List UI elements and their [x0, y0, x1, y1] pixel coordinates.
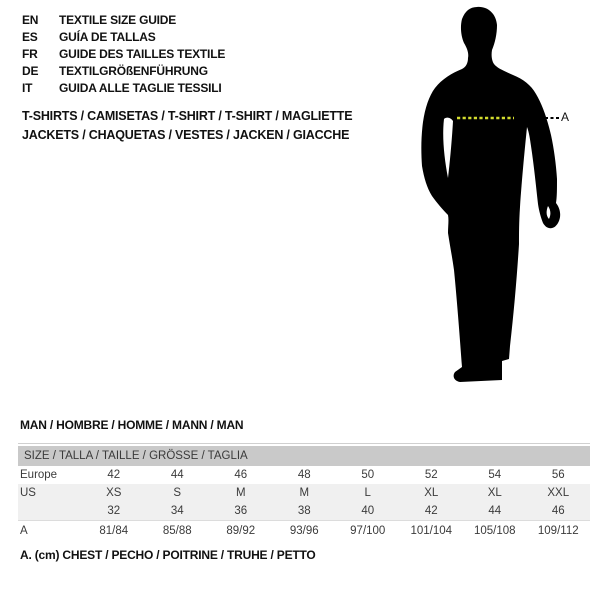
- measure-label-a: A: [561, 110, 570, 124]
- language-label: GUIDE DES TAILLES TEXTILE: [59, 47, 226, 61]
- size-cell: 85/88: [162, 524, 192, 537]
- language-row: [22, 63, 225, 80]
- size-cell: XXL: [547, 487, 570, 499]
- size-cell: 34: [170, 505, 184, 517]
- garment-categories: [22, 107, 352, 144]
- size-cell: M: [235, 487, 246, 499]
- language-label: TEXTILE SIZE GUIDE: [59, 13, 177, 27]
- size-cell: XS: [106, 487, 122, 499]
- size-cell: 36: [234, 505, 248, 517]
- size-cell: XL: [487, 487, 502, 499]
- table-row-europe: [18, 466, 590, 484]
- language-row: [22, 12, 225, 29]
- size-cell: 56: [551, 469, 565, 481]
- size-cell: L: [364, 487, 371, 499]
- language-row: [22, 80, 225, 97]
- language-code: FR: [22, 47, 38, 61]
- table-row-numeric: [18, 502, 590, 521]
- size-cell: 32: [107, 505, 121, 517]
- language-row: [22, 29, 225, 46]
- language-row: [22, 46, 225, 63]
- size-cell: 52: [424, 469, 438, 481]
- size-cell: 54: [488, 469, 502, 481]
- table-row-chest-a: [18, 521, 590, 540]
- size-cell: S: [173, 487, 182, 499]
- section-title-man: MAN / HOMBRE / HOMME / MANN / MAN: [20, 418, 244, 432]
- size-cell: 40: [361, 505, 375, 517]
- size-cell: 38: [297, 505, 311, 517]
- category-line-jackets: JACKETS / CHAQUETAS / VESTES / JACKEN / GIACCHE: [22, 127, 350, 142]
- language-code: EN: [22, 13, 39, 27]
- language-code: DE: [22, 64, 39, 78]
- size-cell: 46: [234, 469, 248, 481]
- size-cell: XL: [424, 487, 439, 499]
- row-label: Europe: [20, 469, 58, 481]
- size-cell: 109/112: [537, 524, 579, 537]
- size-cell: 44: [488, 505, 502, 517]
- language-label: GUÍA DE TALLAS: [59, 30, 156, 44]
- footnote-chest-legend: A. (cm) CHEST / PECHO / POITRINE / TRUHE / PETTO: [20, 548, 316, 562]
- language-code: IT: [22, 81, 33, 95]
- language-guide: [22, 12, 225, 97]
- size-cell: M: [299, 487, 310, 499]
- size-cell: 97/100: [350, 524, 386, 537]
- size-table-header: SIZE / TALLA / TAILLE / GRÖSSE / TAGLIA: [18, 446, 590, 466]
- size-cell: 81/84: [99, 524, 129, 537]
- table-row-us: [18, 484, 590, 502]
- man-silhouette-path: [421, 7, 560, 382]
- size-cell: 101/104: [410, 524, 453, 537]
- size-table: [18, 443, 590, 540]
- size-cell: 46: [551, 505, 565, 517]
- row-label: US: [20, 487, 36, 499]
- language-label: GUIDA ALLE TAGLIE TESSILI: [59, 81, 222, 95]
- size-cell: 42: [424, 505, 438, 517]
- man-silhouette: [400, 0, 580, 400]
- language-code: ES: [22, 30, 38, 44]
- size-cell: 50: [361, 469, 375, 481]
- row-label: A: [20, 524, 28, 537]
- language-label: TEXTILGRÖßENFÜHRUNG: [59, 64, 208, 78]
- size-cell: 42: [107, 469, 121, 481]
- man-figure: [400, 0, 580, 400]
- size-cell: 48: [297, 469, 311, 481]
- size-cell: 105/108: [473, 524, 516, 537]
- category-line-tshirts: T-SHIRTS / CAMISETAS / T-SHIRT / T-SHIRT / MAGLIETTE: [22, 109, 353, 123]
- size-cell: 44: [170, 469, 184, 481]
- size-cell: 93/96: [289, 524, 319, 537]
- size-cell: 89/92: [226, 524, 256, 537]
